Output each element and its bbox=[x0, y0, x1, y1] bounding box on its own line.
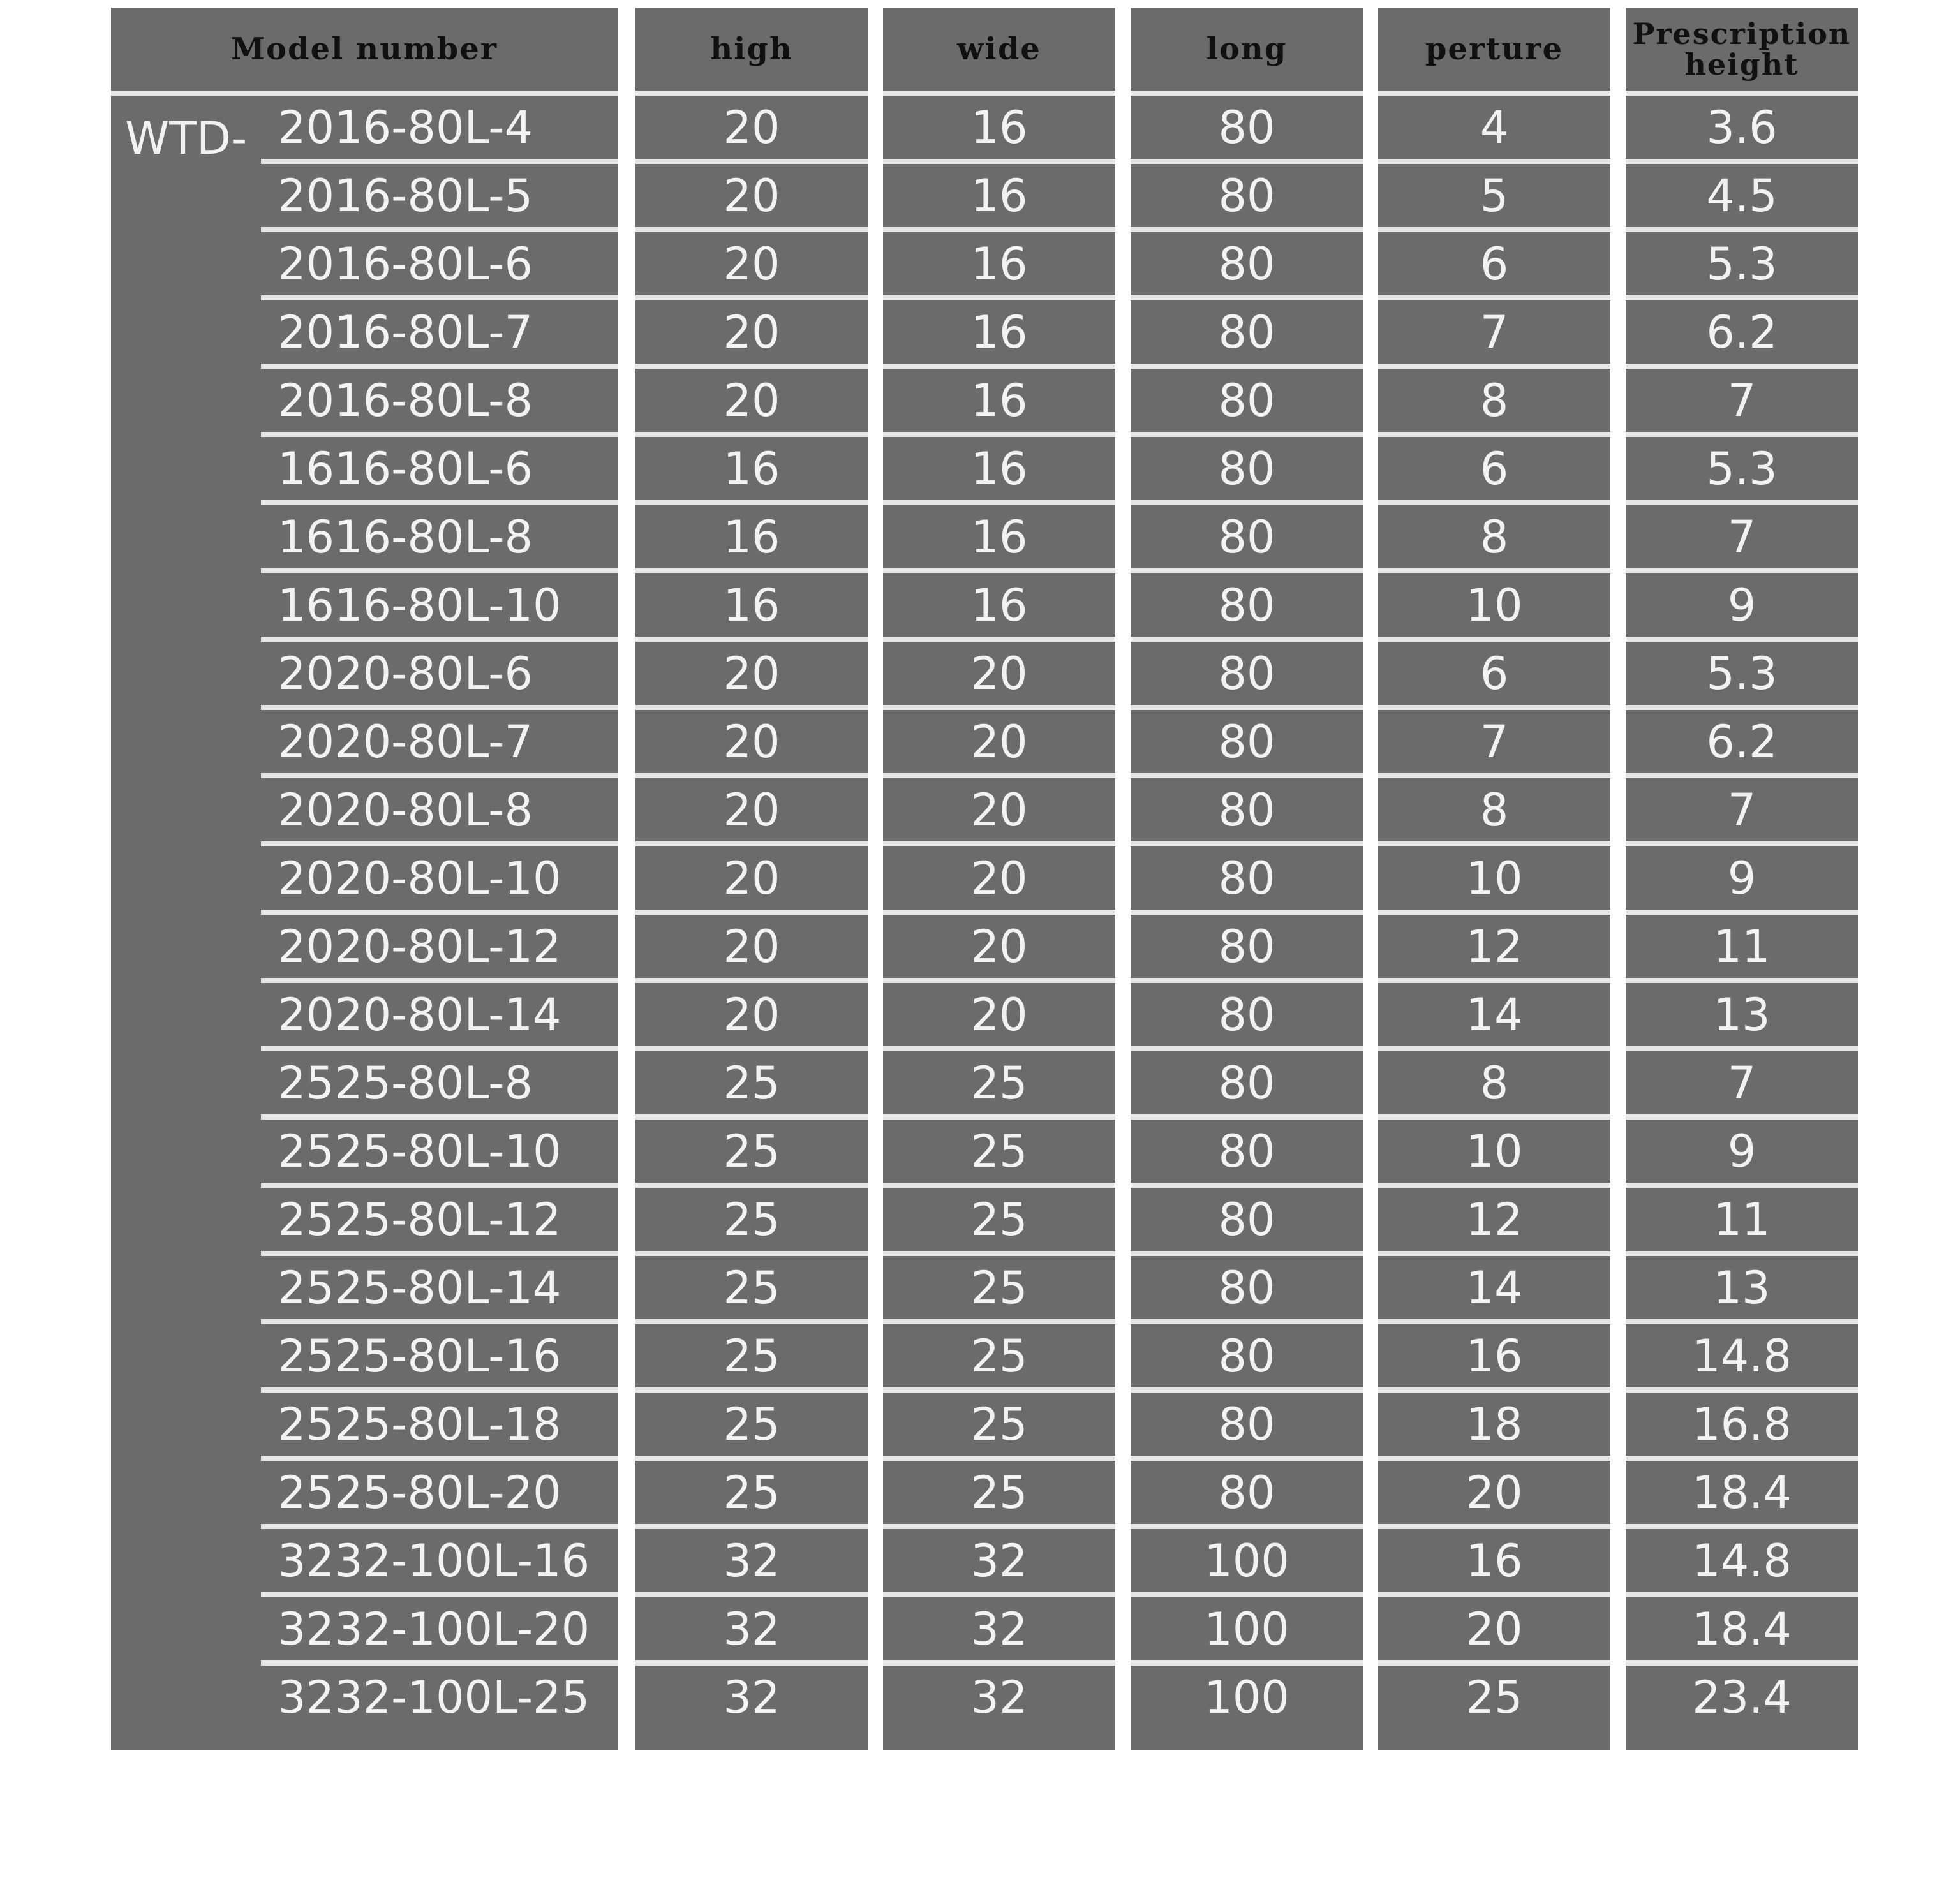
table-cell-high: 25 bbox=[635, 1120, 868, 1188]
table-cell-model: 2020-80L-8 bbox=[261, 778, 618, 846]
table-cell-long: 80 bbox=[1131, 232, 1363, 300]
table-cell-high: 20 bbox=[635, 846, 868, 915]
table-cell-prescription-height: 5.3 bbox=[1626, 437, 1858, 505]
high-header bbox=[635, 8, 868, 91]
table-cell-high: 16 bbox=[635, 437, 868, 505]
table-cell-model: 1616-80L-6 bbox=[261, 437, 618, 505]
table-cell-high: 20 bbox=[635, 983, 868, 1051]
table-cell-model: 2525-80L-10 bbox=[261, 1120, 618, 1188]
table-cell-high: 25 bbox=[635, 1324, 868, 1393]
table-cell-prescription-height: 7 bbox=[1626, 1051, 1858, 1120]
high-cells bbox=[635, 96, 868, 1729]
table-cell-wide: 32 bbox=[883, 1597, 1115, 1666]
table-cell-wide: 25 bbox=[883, 1051, 1115, 1120]
table-cell-perture: 16 bbox=[1378, 1529, 1610, 1597]
table-cell-long: 80 bbox=[1131, 778, 1363, 846]
perture-header bbox=[1378, 8, 1610, 91]
header-divider bbox=[1626, 91, 1858, 96]
table-cell-high: 20 bbox=[635, 164, 868, 232]
table-cell-high: 25 bbox=[635, 1393, 868, 1461]
prescription-height-cells bbox=[1626, 96, 1858, 1729]
table-cell-high: 32 bbox=[723, 1671, 780, 1724]
long-cells bbox=[1131, 96, 1363, 1729]
model-number-header-label: Model number bbox=[230, 31, 498, 67]
table-cell-prescription-height: 9 bbox=[1626, 846, 1858, 915]
table-cell-perture: 6 bbox=[1378, 437, 1610, 505]
table-cell-perture: 20 bbox=[1378, 1461, 1610, 1529]
perture-header-label: perture bbox=[1425, 31, 1564, 67]
table-cell-model: 2525-80L-14 bbox=[261, 1256, 618, 1324]
table-cell-model: 3232-100L-20 bbox=[261, 1597, 618, 1666]
table-cell-long: 80 bbox=[1131, 1461, 1363, 1529]
table-cell-long: 100 bbox=[1131, 1597, 1363, 1666]
table-cell-prescription-height: 23.4 bbox=[1692, 1671, 1792, 1724]
perture-column bbox=[1378, 8, 1610, 1750]
table-cell-long: 80 bbox=[1131, 642, 1363, 710]
table-cell-prescription-height: 16.8 bbox=[1626, 1393, 1858, 1461]
header-divider bbox=[111, 91, 618, 96]
table-cell-model: 2525-80L-20 bbox=[261, 1461, 618, 1529]
table-cell-wide: 20 bbox=[883, 846, 1115, 915]
table-cell-wide: 16 bbox=[883, 232, 1115, 300]
table-cell-high: 20 bbox=[635, 232, 868, 300]
table-cell-high: 25 bbox=[635, 1461, 868, 1529]
table-cell-perture: 8 bbox=[1378, 1051, 1610, 1120]
header-divider bbox=[883, 91, 1115, 96]
table-cell-wide: 16 bbox=[883, 369, 1115, 437]
table-cell-long: 100 bbox=[1204, 1671, 1289, 1724]
table-cell-high: 20 bbox=[635, 915, 868, 983]
table-cell-perture: 4 bbox=[1378, 96, 1610, 164]
table-cell-perture: 6 bbox=[1378, 642, 1610, 710]
table-cell-prescription-height: 11 bbox=[1626, 1188, 1858, 1256]
table-cell-perture: 8 bbox=[1378, 505, 1610, 573]
table-cell-model: 2020-80L-12 bbox=[261, 915, 618, 983]
table-cell-prescription-height: 7 bbox=[1626, 369, 1858, 437]
table-cell-wide: 20 bbox=[883, 642, 1115, 710]
table-cell-perture: 12 bbox=[1378, 1188, 1610, 1256]
table-cell-high: 32 bbox=[635, 1597, 868, 1666]
table-cell-high: 32 bbox=[635, 1529, 868, 1597]
table-cell-long: 80 bbox=[1131, 1324, 1363, 1393]
header-divider bbox=[635, 91, 868, 96]
table-cell-high: 20 bbox=[635, 369, 868, 437]
table-cell-wide: 16 bbox=[883, 164, 1115, 232]
table-cell-wide: 16 bbox=[883, 505, 1115, 573]
table-cell-wide: 16 bbox=[883, 96, 1115, 164]
table-cell-perture: 25 bbox=[1466, 1671, 1523, 1724]
model-number-header bbox=[111, 8, 618, 91]
table-cell-prescription-height: 9 bbox=[1626, 573, 1858, 642]
table-cell-model: 2016-80L-5 bbox=[261, 164, 618, 232]
table-cell-model: 2016-80L-4 bbox=[261, 96, 618, 164]
table-cell-perture: 18 bbox=[1378, 1393, 1610, 1461]
table-cell-perture: 8 bbox=[1378, 369, 1610, 437]
model-number-column bbox=[111, 8, 618, 1750]
long-header-label: long bbox=[1206, 31, 1288, 67]
table-cell-model: 2020-80L-10 bbox=[261, 846, 618, 915]
table-cell-wide: 25 bbox=[883, 1461, 1115, 1529]
table-cell-perture: 5 bbox=[1378, 164, 1610, 232]
table-cell-wide: 32 bbox=[970, 1671, 1028, 1724]
table-cell-wide: 32 bbox=[883, 1529, 1115, 1597]
table-cell-long: 80 bbox=[1131, 437, 1363, 505]
table-cell-prescription-height: 4.5 bbox=[1626, 164, 1858, 232]
table-cell-perture: 7 bbox=[1378, 300, 1610, 369]
table-cell-model: 2016-80L-7 bbox=[261, 300, 618, 369]
table-cell-perture: 16 bbox=[1378, 1324, 1610, 1393]
table-cell-model: 2016-80L-8 bbox=[261, 369, 618, 437]
table-cell-model: 3232-100L-25 bbox=[278, 1671, 590, 1724]
table-cell-model: 2020-80L-14 bbox=[261, 983, 618, 1051]
table-cell-prescription-height: 14.8 bbox=[1626, 1529, 1858, 1597]
table-cell-perture: 10 bbox=[1378, 1120, 1610, 1188]
table-cell-high: 20 bbox=[635, 710, 868, 778]
prescription-header-line1: Prescription bbox=[1632, 17, 1852, 51]
table-cell-wide: 25 bbox=[883, 1256, 1115, 1324]
table-cell-long: 80 bbox=[1131, 1051, 1363, 1120]
table-cell-prescription-height: 13 bbox=[1626, 983, 1858, 1051]
table-cell-wide: 25 bbox=[883, 1188, 1115, 1256]
table-cell-long: 80 bbox=[1131, 164, 1363, 232]
table-cell-long: 80 bbox=[1131, 846, 1363, 915]
table-cell-prescription-height: 6.2 bbox=[1626, 300, 1858, 369]
table-cell-long: 80 bbox=[1131, 710, 1363, 778]
table-cell-perture: 12 bbox=[1378, 915, 1610, 983]
table-cell-long: 80 bbox=[1131, 96, 1363, 164]
table-cell-model: 2525-80L-8 bbox=[261, 1051, 618, 1120]
table-cell-high: 16 bbox=[635, 573, 868, 642]
table-cell-model: 2525-80L-12 bbox=[261, 1188, 618, 1256]
table-cell-wide: 16 bbox=[883, 300, 1115, 369]
table-cell-model: 2525-80L-18 bbox=[261, 1393, 618, 1461]
prescription-height-column bbox=[1626, 8, 1858, 1750]
table-cell-perture: 14 bbox=[1378, 983, 1610, 1051]
table-cell-model: 2020-80L-6 bbox=[261, 642, 618, 710]
table-cell-long: 80 bbox=[1131, 1256, 1363, 1324]
table-cell-long: 80 bbox=[1131, 300, 1363, 369]
table-cell-wide: 20 bbox=[883, 983, 1115, 1051]
long-column bbox=[1131, 8, 1363, 1750]
table-cell-model: 2525-80L-16 bbox=[261, 1324, 618, 1393]
model-cells bbox=[261, 96, 618, 1729]
table-cell-model: 2020-80L-7 bbox=[261, 710, 618, 778]
table-cell-high: 20 bbox=[635, 300, 868, 369]
table-cell-prescription-height: 18.4 bbox=[1626, 1597, 1858, 1666]
perture-cells bbox=[1378, 96, 1610, 1729]
table-cell-long: 80 bbox=[1131, 983, 1363, 1051]
table-cell-long: 80 bbox=[1131, 369, 1363, 437]
table-cell-prescription-height: 11 bbox=[1626, 915, 1858, 983]
long-header bbox=[1131, 8, 1363, 91]
table-cell-model: 1616-80L-10 bbox=[261, 573, 618, 642]
table-cell-high: 25 bbox=[635, 1051, 868, 1120]
table-cell-wide: 25 bbox=[883, 1324, 1115, 1393]
table-cell-high: 20 bbox=[635, 778, 868, 846]
table-cell-wide: 16 bbox=[883, 573, 1115, 642]
table-cell-model: 1616-80L-8 bbox=[261, 505, 618, 573]
table-cell-prescription-height: 14.8 bbox=[1626, 1324, 1858, 1393]
table-cell-perture: 14 bbox=[1378, 1256, 1610, 1324]
table-cell-long: 80 bbox=[1131, 915, 1363, 983]
table-cell-wide: 20 bbox=[883, 710, 1115, 778]
table-cell-long: 100 bbox=[1131, 1529, 1363, 1597]
model-prefix: WTD- bbox=[125, 112, 248, 165]
high-column bbox=[635, 8, 868, 1750]
table-cell-wide: 20 bbox=[883, 778, 1115, 846]
table-cell-prescription-height: 7 bbox=[1626, 505, 1858, 573]
table-cell-high: 20 bbox=[635, 642, 868, 710]
table-cell-wide: 25 bbox=[883, 1120, 1115, 1188]
table-cell-long: 80 bbox=[1131, 1120, 1363, 1188]
wide-cells bbox=[883, 96, 1115, 1729]
table-cell-high: 25 bbox=[635, 1256, 868, 1324]
table-cell-high: 20 bbox=[635, 96, 868, 164]
table-cell-prescription-height: 7 bbox=[1626, 778, 1858, 846]
table-cell-high: 16 bbox=[635, 505, 868, 573]
table-cell-wide: 16 bbox=[883, 437, 1115, 505]
table-cell-perture: 7 bbox=[1378, 710, 1610, 778]
header-divider bbox=[1378, 91, 1610, 96]
table-cell-prescription-height: 13 bbox=[1626, 1256, 1858, 1324]
table-cell-long: 80 bbox=[1131, 1393, 1363, 1461]
table-cell-long: 80 bbox=[1131, 1188, 1363, 1256]
table-cell-prescription-height: 3.6 bbox=[1626, 96, 1858, 164]
table-cell-wide: 20 bbox=[883, 915, 1115, 983]
table-cell-perture: 10 bbox=[1378, 846, 1610, 915]
table-cell-perture: 6 bbox=[1378, 232, 1610, 300]
prescription-header-line2: height bbox=[1684, 47, 1799, 82]
table-cell-long: 80 bbox=[1131, 505, 1363, 573]
table-cell-prescription-height: 9 bbox=[1626, 1120, 1858, 1188]
table-cell-model: 2016-80L-6 bbox=[261, 232, 618, 300]
table-cell-model: 3232-100L-16 bbox=[261, 1529, 618, 1597]
wide-header bbox=[883, 8, 1115, 91]
table-cell-prescription-height: 18.4 bbox=[1626, 1461, 1858, 1529]
table-cell-wide: 25 bbox=[883, 1393, 1115, 1461]
table-cell-perture: 8 bbox=[1378, 778, 1610, 846]
table-cell-high: 25 bbox=[635, 1188, 868, 1256]
header-divider bbox=[1131, 91, 1363, 96]
table-cell-long: 80 bbox=[1131, 573, 1363, 642]
high-header-label: high bbox=[710, 31, 793, 67]
wide-header-label: wide bbox=[957, 31, 1041, 67]
wide-column bbox=[883, 8, 1115, 1750]
table-cell-perture: 10 bbox=[1378, 573, 1610, 642]
table-cell-prescription-height: 5.3 bbox=[1626, 232, 1858, 300]
prescription-height-header bbox=[1626, 8, 1858, 91]
table-cell-perture: 20 bbox=[1378, 1597, 1610, 1666]
table-cell-prescription-height: 6.2 bbox=[1626, 710, 1858, 778]
table-cell-prescription-height: 5.3 bbox=[1626, 642, 1858, 710]
